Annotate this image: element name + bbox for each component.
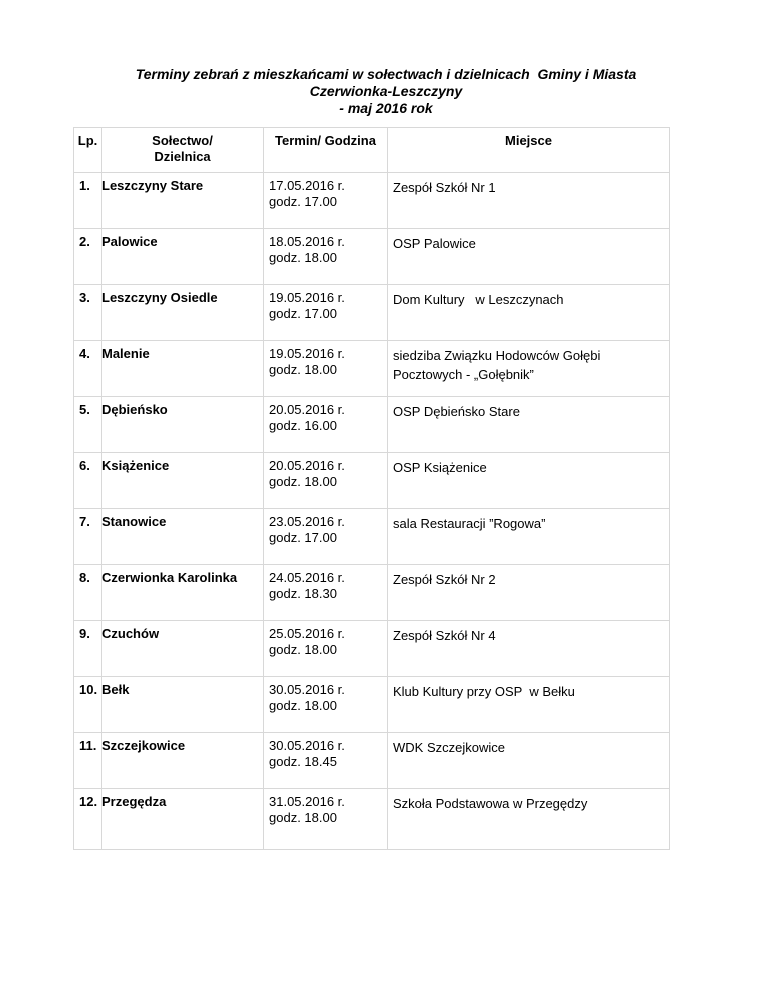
row-place-line-2: Pocztowych - „Gołębnik”: [393, 367, 534, 382]
row-number: 8.: [79, 570, 90, 585]
row-place-cell: [388, 677, 670, 733]
row-number-cell: [74, 677, 102, 733]
row-number-cell: [74, 621, 102, 677]
title-line-2: Czerwionka-Leszczyny: [309, 83, 463, 99]
table-row: [74, 565, 670, 621]
table-row: [74, 341, 670, 397]
row-name: Czuchów: [102, 626, 160, 641]
row-date: 20.05.2016 r.: [269, 458, 345, 473]
row-time: godz. 18.00: [269, 362, 337, 377]
row-number-cell: [74, 453, 102, 509]
row-name: Stanowice: [102, 514, 167, 529]
row-number: 5.: [79, 402, 90, 417]
row-date: 25.05.2016 r.: [269, 626, 345, 641]
row-date-time: [264, 173, 387, 210]
table-row: [74, 285, 670, 341]
row-date-cell: [264, 733, 388, 789]
row-name: Bełk: [102, 682, 130, 697]
row-place-line-1: OSP Palowice: [393, 236, 476, 251]
row-date-cell: [264, 621, 388, 677]
row-date-time: [264, 565, 387, 602]
row-place: [388, 229, 669, 253]
row-date-cell: [264, 565, 388, 621]
row-number-cell: [74, 565, 102, 621]
row-place: [388, 677, 669, 701]
row-place-cell: [388, 229, 670, 285]
row-number-cell: [74, 733, 102, 789]
header-lp-cell: [74, 128, 102, 173]
row-date-time: [264, 229, 387, 266]
row-number: 11.: [79, 738, 97, 753]
row-time: godz. 18.00: [269, 810, 337, 825]
table-row: [74, 397, 670, 453]
row-number: 4.: [79, 346, 90, 361]
row-date-cell: [264, 173, 388, 229]
table-row: [74, 621, 670, 677]
row-place-cell: [388, 397, 670, 453]
table-row: [74, 509, 670, 565]
row-name-cell: [102, 565, 264, 621]
title-line-1: Terminy zebrań z mieszkańcami w sołectwach i dzielnicach Gminy i Miasta: [135, 66, 637, 82]
row-name-cell: [102, 789, 264, 850]
row-place: [388, 397, 669, 421]
row-number: 9.: [79, 626, 90, 641]
row-name: Czerwionka Karolinka: [102, 570, 238, 585]
row-place: [388, 733, 669, 757]
row-name: Leszczyny Stare: [102, 178, 204, 193]
row-time: godz. 18.30: [269, 586, 337, 601]
row-name: Książenice: [102, 458, 170, 473]
row-date: 19.05.2016 r.: [269, 290, 345, 305]
row-name-cell: [102, 677, 264, 733]
table-row: [74, 733, 670, 789]
row-place: [388, 285, 669, 309]
row-number: 3.: [79, 290, 90, 305]
row-time: godz. 17.00: [269, 530, 337, 545]
row-place-line-1: Zespół Szkół Nr 1: [393, 180, 496, 195]
row-place-line-1: Dom Kultury w Leszczynach: [393, 292, 564, 307]
row-time: godz. 18.00: [269, 250, 337, 265]
row-date: 20.05.2016 r.: [269, 402, 345, 417]
title-line-3: - maj 2016 rok: [339, 100, 433, 116]
row-place-line-1: Klub Kultury przy OSP w Bełku: [393, 684, 575, 699]
row-place-line-1: WDK Szczejkowice: [393, 740, 505, 755]
row-date-time: [264, 285, 387, 322]
row-name: Przegędza: [102, 794, 167, 809]
row-place-cell: [388, 285, 670, 341]
row-date-cell: [264, 229, 388, 285]
row-date-cell: [264, 509, 388, 565]
row-number-cell: [74, 789, 102, 850]
row-name: Palowice: [102, 234, 158, 249]
row-number-cell: [74, 397, 102, 453]
row-name-cell: [102, 341, 264, 397]
row-number: 12.: [79, 794, 98, 809]
row-place-cell: [388, 565, 670, 621]
table-header-row: [74, 128, 670, 173]
row-name-cell: [102, 733, 264, 789]
row-name: Leszczyny Osiedle: [102, 290, 218, 305]
row-place-line-1: sala Restauracji ”Rogowa”: [393, 516, 546, 531]
row-date: 30.05.2016 r.: [269, 738, 345, 753]
row-date: 23.05.2016 r.: [269, 514, 345, 529]
row-place-line-1: Szkoła Podstawowa w Przegędzy: [393, 796, 588, 811]
row-number: 7.: [79, 514, 90, 529]
row-place-line-1: Zespół Szkół Nr 2: [393, 572, 496, 587]
row-number: 1.: [79, 178, 90, 193]
row-place-cell: [388, 173, 670, 229]
table-row: [74, 453, 670, 509]
row-name: Szczejkowice: [102, 738, 186, 753]
row-number-cell: [74, 229, 102, 285]
header-name-line-1: Sołectwo/: [152, 133, 213, 148]
row-date-cell: [264, 453, 388, 509]
header-place: Miejsce: [505, 133, 552, 148]
row-name-cell: [102, 229, 264, 285]
row-date-cell: [264, 677, 388, 733]
header-place-cell: [388, 128, 670, 173]
table-row: [74, 677, 670, 733]
row-date-time: [264, 397, 387, 434]
row-date-time: [264, 341, 387, 378]
row-date-time: [264, 789, 387, 826]
row-date: 18.05.2016 r.: [269, 234, 345, 249]
row-place-line-1: OSP Książenice: [393, 460, 487, 475]
header-date: Termin/ Godzina: [275, 133, 376, 148]
row-place-cell: [388, 341, 670, 397]
header-name-line-2: Dzielnica: [154, 149, 211, 164]
row-date: 19.05.2016 r.: [269, 346, 345, 361]
row-date-time: [264, 733, 387, 770]
row-place: [388, 621, 669, 645]
row-time: godz. 18.00: [269, 642, 337, 657]
row-name-cell: [102, 453, 264, 509]
row-date-time: [264, 509, 387, 546]
document-title: [80, 66, 692, 117]
table-row: [74, 229, 670, 285]
row-number-cell: [74, 509, 102, 565]
row-name: Malenie: [102, 346, 150, 361]
meetings-table: [73, 127, 670, 850]
row-place-cell: [388, 509, 670, 565]
row-place: [388, 789, 669, 813]
row-time: godz. 17.00: [269, 306, 337, 321]
row-number-cell: [74, 173, 102, 229]
row-name-cell: [102, 285, 264, 341]
row-place-line-1: OSP Dębieńsko Stare: [393, 404, 520, 419]
row-date-cell: [264, 397, 388, 453]
row-number: 6.: [79, 458, 90, 473]
row-date-cell: [264, 285, 388, 341]
row-date: 30.05.2016 r.: [269, 682, 345, 697]
row-place-line-1: Zespół Szkół Nr 4: [393, 628, 496, 643]
header-name-cell: [102, 128, 264, 173]
row-date-cell: [264, 789, 388, 850]
row-place: [388, 565, 669, 589]
row-name-cell: [102, 173, 264, 229]
row-number-cell: [74, 341, 102, 397]
row-number-cell: [74, 285, 102, 341]
row-place: [388, 173, 669, 197]
row-date-time: [264, 677, 387, 714]
row-place: [388, 509, 669, 533]
row-name-cell: [102, 621, 264, 677]
row-place: [388, 341, 669, 384]
row-place-cell: [388, 733, 670, 789]
row-number: 10.: [79, 682, 98, 697]
row-time: godz. 18.45: [269, 754, 337, 769]
row-date: 24.05.2016 r.: [269, 570, 345, 585]
row-time: godz. 16.00: [269, 418, 337, 433]
row-place-cell: [388, 621, 670, 677]
row-time: godz. 18.00: [269, 474, 337, 489]
row-place-cell: [388, 789, 670, 850]
row-place-line-1: siedziba Związku Hodowców Gołębi: [393, 348, 601, 363]
header-date-cell: [264, 128, 388, 173]
header-name: [102, 128, 263, 165]
row-name: Dębieńsko: [102, 402, 168, 417]
table-row: [74, 789, 670, 850]
row-time: godz. 17.00: [269, 194, 337, 209]
table-row: [74, 173, 670, 229]
row-number: 2.: [79, 234, 90, 249]
header-lp: Lp.: [77, 133, 98, 148]
row-place: [388, 453, 669, 477]
row-date-time: [264, 621, 387, 658]
row-time: godz. 18.00: [269, 698, 337, 713]
row-date: 31.05.2016 r.: [269, 794, 345, 809]
row-place-cell: [388, 453, 670, 509]
row-name-cell: [102, 509, 264, 565]
row-name-cell: [102, 397, 264, 453]
row-date-cell: [264, 341, 388, 397]
row-date-time: [264, 453, 387, 490]
row-date: 17.05.2016 r.: [269, 178, 345, 193]
